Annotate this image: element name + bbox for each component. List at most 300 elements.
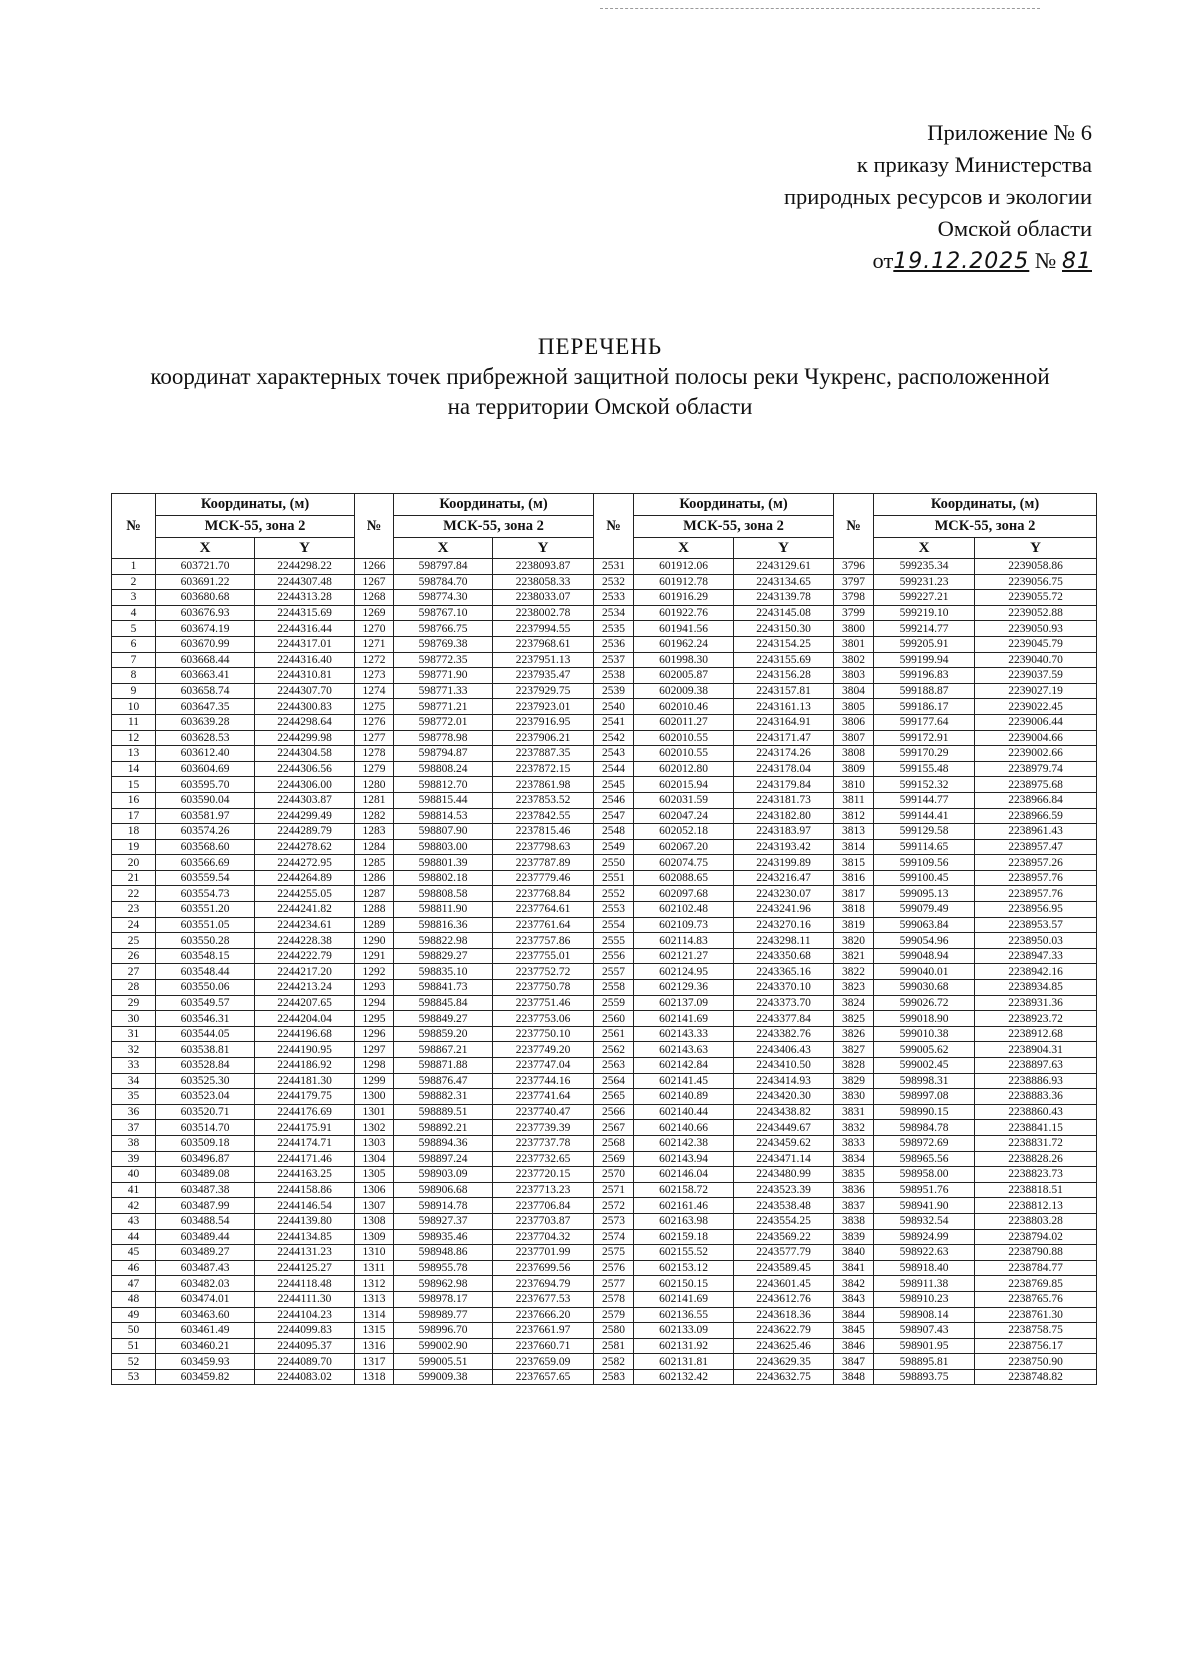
coord-y-cell: 2244315.69: [255, 605, 355, 621]
document-heading: [0, 332, 1200, 422]
point-number-cell: 3797: [834, 574, 874, 590]
coord-x-cell: 598996.70: [394, 1323, 493, 1339]
point-number-cell: 47: [112, 1276, 156, 1292]
coord-y-cell: 2238784.77: [975, 1260, 1097, 1276]
coord-y-cell: 2244300.83: [255, 699, 355, 715]
coord-y-cell: 2239050.93: [975, 621, 1097, 637]
point-number-cell: 2535: [594, 621, 634, 637]
coord-y-cell: 2238812.13: [975, 1198, 1097, 1214]
point-number-cell: 3842: [834, 1276, 874, 1292]
point-number-cell: 2555: [594, 933, 634, 949]
coord-y-cell: 2237757.86: [493, 933, 594, 949]
point-number-cell: 3828: [834, 1058, 874, 1074]
table-row: [112, 761, 1097, 777]
coord-x-cell: 598895.81: [874, 1354, 975, 1370]
coord-y-cell: 2237872.15: [493, 761, 594, 777]
point-number-cell: 48: [112, 1291, 156, 1307]
coord-y-cell: 2237929.75: [493, 683, 594, 699]
handwritten-number: 81: [1062, 249, 1092, 274]
table-row: [112, 1089, 1097, 1105]
coord-x-cell: 603550.06: [156, 980, 255, 996]
coord-y-cell: 2243181.73: [734, 792, 834, 808]
num-header-1: №: [112, 494, 156, 559]
point-number-cell: 1305: [355, 1167, 394, 1183]
point-number-cell: 3822: [834, 964, 874, 980]
appendix-line-3: природных ресурсов и экологии: [784, 184, 1092, 209]
coords-header-4: Координаты, (м): [874, 494, 1097, 516]
coord-y-cell: 2243150.30: [734, 621, 834, 637]
coord-x-cell: 602010.46: [634, 699, 734, 715]
point-number-cell: 2569: [594, 1151, 634, 1167]
point-number-cell: 16: [112, 792, 156, 808]
table-row: [112, 668, 1097, 684]
point-number-cell: 1277: [355, 730, 394, 746]
coord-y-cell: 2238756.17: [975, 1338, 1097, 1354]
coord-x-cell: 598962.98: [394, 1276, 493, 1292]
coord-x-cell: 603574.26: [156, 824, 255, 840]
point-number-cell: 9: [112, 683, 156, 699]
table-row: [112, 730, 1097, 746]
table-row: [112, 683, 1097, 699]
point-number-cell: 3802: [834, 652, 874, 668]
coord-x-cell: 598849.27: [394, 1011, 493, 1027]
point-number-cell: 1302: [355, 1120, 394, 1136]
coord-y-cell: 2238758.75: [975, 1323, 1097, 1339]
point-number-cell: 3811: [834, 792, 874, 808]
coord-y-cell: 2238897.63: [975, 1058, 1097, 1074]
coord-x-cell: 598771.90: [394, 668, 493, 684]
system-header-2: МСК-55, зона 2: [394, 516, 594, 538]
coord-y-cell: 2237739.39: [493, 1120, 594, 1136]
coord-x-cell: 598972.69: [874, 1135, 975, 1151]
point-number-cell: 3817: [834, 886, 874, 902]
coord-y-cell: 2238093.87: [493, 559, 594, 575]
coord-y-cell: 2244158.86: [255, 1182, 355, 1198]
point-number-cell: 2553: [594, 902, 634, 918]
coord-x-cell: 598812.70: [394, 777, 493, 793]
coord-y-cell: 2237887.35: [493, 746, 594, 762]
point-number-cell: 3827: [834, 1042, 874, 1058]
coord-x-cell: 598932.54: [874, 1213, 975, 1229]
coord-y-cell: 2238790.88: [975, 1245, 1097, 1261]
appendix-line-1: Приложение № 6: [927, 120, 1092, 145]
point-number-cell: 12: [112, 730, 156, 746]
point-number-cell: 1268: [355, 590, 394, 606]
table-row: [112, 1369, 1097, 1385]
coord-x-cell: 598816.36: [394, 917, 493, 933]
coord-x-cell: 599114.65: [874, 839, 975, 855]
point-number-cell: 2572: [594, 1198, 634, 1214]
table-row: [112, 964, 1097, 980]
coord-y-cell: 2238966.84: [975, 792, 1097, 808]
point-number-cell: 1316: [355, 1338, 394, 1354]
coord-y-cell: 2237677.53: [493, 1291, 594, 1307]
scan-artifact-line: [600, 8, 1040, 11]
coord-y-cell: 2237751.46: [493, 995, 594, 1011]
coord-x-cell: 599079.49: [874, 902, 975, 918]
point-number-cell: 1285: [355, 855, 394, 871]
coord-y-cell: 2244146.54: [255, 1198, 355, 1214]
point-number-cell: 13: [112, 746, 156, 762]
coord-x-cell: 599048.94: [874, 948, 975, 964]
point-number-cell: 2578: [594, 1291, 634, 1307]
point-number-cell: 2573: [594, 1213, 634, 1229]
coord-y-cell: 2238750.90: [975, 1354, 1097, 1370]
coord-y-cell: 2244118.48: [255, 1276, 355, 1292]
point-number-cell: 1276: [355, 714, 394, 730]
coord-x-cell: 602005.87: [634, 668, 734, 684]
coord-y-cell: 2238923.72: [975, 1011, 1097, 1027]
point-number-cell: 37: [112, 1120, 156, 1136]
coord-x-cell: 603487.99: [156, 1198, 255, 1214]
num-header-4: №: [834, 494, 874, 559]
system-header-4: МСК-55, зона 2: [874, 516, 1097, 538]
coord-x-cell: 599095.13: [874, 886, 975, 902]
coord-x-cell: 603489.44: [156, 1229, 255, 1245]
point-number-cell: 1307: [355, 1198, 394, 1214]
coord-x-cell: 598927.37: [394, 1213, 493, 1229]
point-number-cell: 2539: [594, 683, 634, 699]
coord-y-cell: 2239045.79: [975, 636, 1097, 652]
table-row: [112, 995, 1097, 1011]
coord-x-cell: 598808.58: [394, 886, 493, 902]
coord-x-cell: 598774.30: [394, 590, 493, 606]
document-title: ПЕРЕЧЕНЬ: [537, 334, 663, 359]
coord-y-cell: 2237753.06: [493, 1011, 594, 1027]
point-number-cell: 5: [112, 621, 156, 637]
table-row: [112, 777, 1097, 793]
date-prefix: от: [872, 248, 894, 273]
point-number-cell: 3821: [834, 948, 874, 964]
point-number-cell: 35: [112, 1089, 156, 1105]
point-number-cell: 2561: [594, 1026, 634, 1042]
coord-x-cell: 598997.08: [874, 1089, 975, 1105]
coord-x-cell: 602161.46: [634, 1198, 734, 1214]
coord-x-cell: 599002.45: [874, 1058, 975, 1074]
coord-x-cell: 603550.28: [156, 933, 255, 949]
coord-y-cell: 2243632.75: [734, 1369, 834, 1385]
coord-y-cell: 2237740.47: [493, 1104, 594, 1120]
coord-x-cell: 603549.57: [156, 995, 255, 1011]
coord-y-cell: 2238886.93: [975, 1073, 1097, 1089]
table-row: [112, 1323, 1097, 1339]
point-number-cell: 2540: [594, 699, 634, 715]
coord-x-cell: 603525.30: [156, 1073, 255, 1089]
coord-y-cell: 2237787.89: [493, 855, 594, 871]
coord-y-cell: 2243145.08: [734, 605, 834, 621]
coord-y-cell: 2244083.02: [255, 1369, 355, 1385]
coord-x-cell: 598822.98: [394, 933, 493, 949]
coord-x-cell: 598924.99: [874, 1229, 975, 1245]
coord-x-cell: 599196.83: [874, 668, 975, 684]
point-number-cell: 2542: [594, 730, 634, 746]
coord-y-cell: 2243538.48: [734, 1198, 834, 1214]
coord-x-cell: 603548.15: [156, 948, 255, 964]
coord-x-cell: 598948.86: [394, 1245, 493, 1261]
coord-y-cell: 2244104.23: [255, 1307, 355, 1323]
table-row: [112, 746, 1097, 762]
coord-y-cell: 2238957.26: [975, 855, 1097, 871]
point-number-cell: 3814: [834, 839, 874, 855]
coord-y-cell: 2239052.88: [975, 605, 1097, 621]
coord-x-cell: 599010.38: [874, 1026, 975, 1042]
coord-x-cell: 598867.21: [394, 1042, 493, 1058]
point-number-cell: 2545: [594, 777, 634, 793]
point-number-cell: 1273: [355, 668, 394, 684]
coord-x-cell: 598918.40: [874, 1260, 975, 1276]
coord-x-cell: 598914.78: [394, 1198, 493, 1214]
point-number-cell: 2562: [594, 1042, 634, 1058]
coord-x-cell: 599172.91: [874, 730, 975, 746]
coord-y-cell: 2243459.62: [734, 1135, 834, 1151]
coord-y-cell: 2243179.84: [734, 777, 834, 793]
point-number-cell: 2560: [594, 1011, 634, 1027]
coord-x-cell: 603568.60: [156, 839, 255, 855]
coord-x-cell: 602143.63: [634, 1042, 734, 1058]
coord-y-cell: 2239022.45: [975, 699, 1097, 715]
point-number-cell: 3837: [834, 1198, 874, 1214]
table-row: [112, 652, 1097, 668]
coord-x-cell: 602121.27: [634, 948, 734, 964]
coord-x-cell: 598897.24: [394, 1151, 493, 1167]
coord-x-cell: 598978.17: [394, 1291, 493, 1307]
point-number-cell: 1287: [355, 886, 394, 902]
coord-y-cell: 2244234.61: [255, 917, 355, 933]
point-number-cell: 43: [112, 1213, 156, 1229]
coord-x-cell: 599005.51: [394, 1354, 493, 1370]
coord-x-cell: 598815.44: [394, 792, 493, 808]
coord-x-cell: 598903.09: [394, 1167, 493, 1183]
point-number-cell: 2566: [594, 1104, 634, 1120]
point-number-cell: 2583: [594, 1369, 634, 1385]
y-header: Y: [734, 538, 834, 559]
table-row: [112, 855, 1097, 871]
coord-y-cell: 2237815.46: [493, 824, 594, 840]
coord-x-cell: 598784.70: [394, 574, 493, 590]
point-number-cell: 2575: [594, 1245, 634, 1261]
point-number-cell: 3809: [834, 761, 874, 777]
coord-y-cell: 2238769.85: [975, 1276, 1097, 1292]
point-number-cell: 40: [112, 1167, 156, 1183]
point-number-cell: 1278: [355, 746, 394, 762]
coord-y-cell: 2244304.58: [255, 746, 355, 762]
coord-x-cell: 602067.20: [634, 839, 734, 855]
coord-y-cell: 2243139.78: [734, 590, 834, 606]
coord-x-cell: 598811.90: [394, 902, 493, 918]
point-number-cell: 1290: [355, 933, 394, 949]
coord-y-cell: 2237713.23: [493, 1182, 594, 1198]
coord-x-cell: 599002.90: [394, 1338, 493, 1354]
coord-y-cell: 2238931.36: [975, 995, 1097, 1011]
coord-x-cell: 598935.46: [394, 1229, 493, 1245]
coord-y-cell: 2244298.22: [255, 559, 355, 575]
table-row: [112, 917, 1097, 933]
point-number-cell: 2534: [594, 605, 634, 621]
coord-x-cell: 603581.97: [156, 808, 255, 824]
coord-y-cell: 2244307.70: [255, 683, 355, 699]
point-number-cell: 21: [112, 870, 156, 886]
coord-y-cell: 2239055.72: [975, 590, 1097, 606]
point-number-cell: 2554: [594, 917, 634, 933]
coord-y-cell: 2237657.65: [493, 1369, 594, 1385]
point-number-cell: 1266: [355, 559, 394, 575]
coord-x-cell: 602031.59: [634, 792, 734, 808]
point-number-cell: 3834: [834, 1151, 874, 1167]
point-number-cell: 1283: [355, 824, 394, 840]
table-row: [112, 933, 1097, 949]
coord-x-cell: 603488.54: [156, 1213, 255, 1229]
system-header-1: МСК-55, зона 2: [156, 516, 355, 538]
point-number-cell: 2568: [594, 1135, 634, 1151]
point-number-cell: 1313: [355, 1291, 394, 1307]
coord-y-cell: 2238975.68: [975, 777, 1097, 793]
coord-y-cell: 2238953.57: [975, 917, 1097, 933]
point-number-cell: 3808: [834, 746, 874, 762]
coord-x-cell: 598794.87: [394, 746, 493, 762]
coord-y-cell: 2244310.81: [255, 668, 355, 684]
coord-x-cell: 603658.74: [156, 683, 255, 699]
point-number-cell: 49: [112, 1307, 156, 1323]
coord-y-cell: 2237694.79: [493, 1276, 594, 1292]
coord-x-cell: 602010.55: [634, 730, 734, 746]
coord-y-cell: 2237706.84: [493, 1198, 594, 1214]
coord-y-cell: 2237659.09: [493, 1354, 594, 1370]
coord-x-cell: 599170.29: [874, 746, 975, 762]
table-row: [112, 1338, 1097, 1354]
point-number-cell: 3831: [834, 1104, 874, 1120]
point-number-cell: 1291: [355, 948, 394, 964]
coord-y-cell: 2244289.79: [255, 824, 355, 840]
point-number-cell: 32: [112, 1042, 156, 1058]
x-header: X: [394, 538, 493, 559]
table-row: [112, 1135, 1097, 1151]
point-number-cell: 2537: [594, 652, 634, 668]
coord-y-cell: 2243183.97: [734, 824, 834, 840]
point-number-cell: 3840: [834, 1245, 874, 1261]
point-number-cell: 1301: [355, 1104, 394, 1120]
coord-y-cell: 2243480.99: [734, 1167, 834, 1183]
coord-x-cell: 598859.20: [394, 1026, 493, 1042]
table-row: [112, 1354, 1097, 1370]
point-number-cell: 8: [112, 668, 156, 684]
coord-y-cell: 2244163.25: [255, 1167, 355, 1183]
coord-x-cell: 603489.27: [156, 1245, 255, 1261]
coord-y-cell: 2244317.01: [255, 636, 355, 652]
point-number-cell: 2536: [594, 636, 634, 652]
coord-y-cell: 2238831.72: [975, 1135, 1097, 1151]
coord-y-cell: 2237768.84: [493, 886, 594, 902]
coord-x-cell: 603459.82: [156, 1369, 255, 1385]
point-number-cell: 2563: [594, 1058, 634, 1074]
point-number-cell: 51: [112, 1338, 156, 1354]
coord-y-cell: 2237906.21: [493, 730, 594, 746]
system-header-3: МСК-55, зона 2: [634, 516, 834, 538]
coord-y-cell: 2243164.91: [734, 714, 834, 730]
point-number-cell: 18: [112, 824, 156, 840]
coord-x-cell: 603590.04: [156, 792, 255, 808]
point-number-cell: 3838: [834, 1213, 874, 1229]
coord-x-cell: 602131.92: [634, 1338, 734, 1354]
coord-y-cell: 2244213.24: [255, 980, 355, 996]
point-number-cell: 3835: [834, 1167, 874, 1183]
point-number-cell: 3798: [834, 590, 874, 606]
coord-y-cell: 2244204.04: [255, 1011, 355, 1027]
point-number-cell: 3796: [834, 559, 874, 575]
coord-y-cell: 2237752.72: [493, 964, 594, 980]
coord-y-cell: 2243178.04: [734, 761, 834, 777]
number-prefix: №: [1034, 248, 1057, 273]
coord-x-cell: 598771.33: [394, 683, 493, 699]
coord-x-cell: 603487.43: [156, 1260, 255, 1276]
coord-y-cell: 2238957.76: [975, 870, 1097, 886]
coord-y-cell: 2244299.98: [255, 730, 355, 746]
point-number-cell: 3: [112, 590, 156, 606]
point-number-cell: 2531: [594, 559, 634, 575]
table-row: [112, 714, 1097, 730]
coord-y-cell: 2244264.89: [255, 870, 355, 886]
coord-x-cell: 602088.65: [634, 870, 734, 886]
coord-y-cell: 2244316.40: [255, 652, 355, 668]
coord-x-cell: 602131.81: [634, 1354, 734, 1370]
point-number-cell: 1281: [355, 792, 394, 808]
point-number-cell: 1296: [355, 1026, 394, 1042]
coord-y-cell: 2243629.35: [734, 1354, 834, 1370]
table-row: [112, 808, 1097, 824]
table-row: [112, 1245, 1097, 1261]
point-number-cell: 3829: [834, 1073, 874, 1089]
coord-y-cell: 2237951.13: [493, 652, 594, 668]
point-number-cell: 3845: [834, 1323, 874, 1339]
point-number-cell: 36: [112, 1104, 156, 1120]
coord-x-cell: 599177.64: [874, 714, 975, 730]
coord-x-cell: 598984.78: [874, 1120, 975, 1136]
point-number-cell: 2533: [594, 590, 634, 606]
coord-y-cell: 2244134.85: [255, 1229, 355, 1245]
coord-x-cell: 602143.33: [634, 1026, 734, 1042]
coord-y-cell: 2237842.55: [493, 808, 594, 824]
appendix-line-2: к приказу Министерства: [856, 152, 1092, 177]
point-number-cell: 3832: [834, 1120, 874, 1136]
coord-x-cell: 598906.68: [394, 1182, 493, 1198]
coord-x-cell: 603604.69: [156, 761, 255, 777]
coord-y-cell: 2238947.33: [975, 948, 1097, 964]
coord-x-cell: 602140.89: [634, 1089, 734, 1105]
point-number-cell: 1298: [355, 1058, 394, 1074]
point-number-cell: 2556: [594, 948, 634, 964]
point-number-cell: 1300: [355, 1089, 394, 1105]
coord-x-cell: 603520.71: [156, 1104, 255, 1120]
point-number-cell: 45: [112, 1245, 156, 1261]
table-row: [112, 1011, 1097, 1027]
coord-x-cell: 603474.01: [156, 1291, 255, 1307]
point-number-cell: 3800: [834, 621, 874, 637]
point-number-cell: 3815: [834, 855, 874, 871]
coord-y-cell: 2244174.71: [255, 1135, 355, 1151]
coord-x-cell: 599205.91: [874, 636, 975, 652]
coord-x-cell: 599155.48: [874, 761, 975, 777]
coord-y-cell: 2237798.63: [493, 839, 594, 855]
x-header: X: [634, 538, 734, 559]
point-number-cell: 1288: [355, 902, 394, 918]
coord-x-cell: 598814.53: [394, 808, 493, 824]
point-number-cell: 3824: [834, 995, 874, 1011]
point-number-cell: 3847: [834, 1354, 874, 1370]
coord-x-cell: 602124.95: [634, 964, 734, 980]
point-number-cell: 3836: [834, 1182, 874, 1198]
coord-x-cell: 598998.31: [874, 1073, 975, 1089]
point-number-cell: 46: [112, 1260, 156, 1276]
coord-y-cell: 2238818.51: [975, 1182, 1097, 1198]
